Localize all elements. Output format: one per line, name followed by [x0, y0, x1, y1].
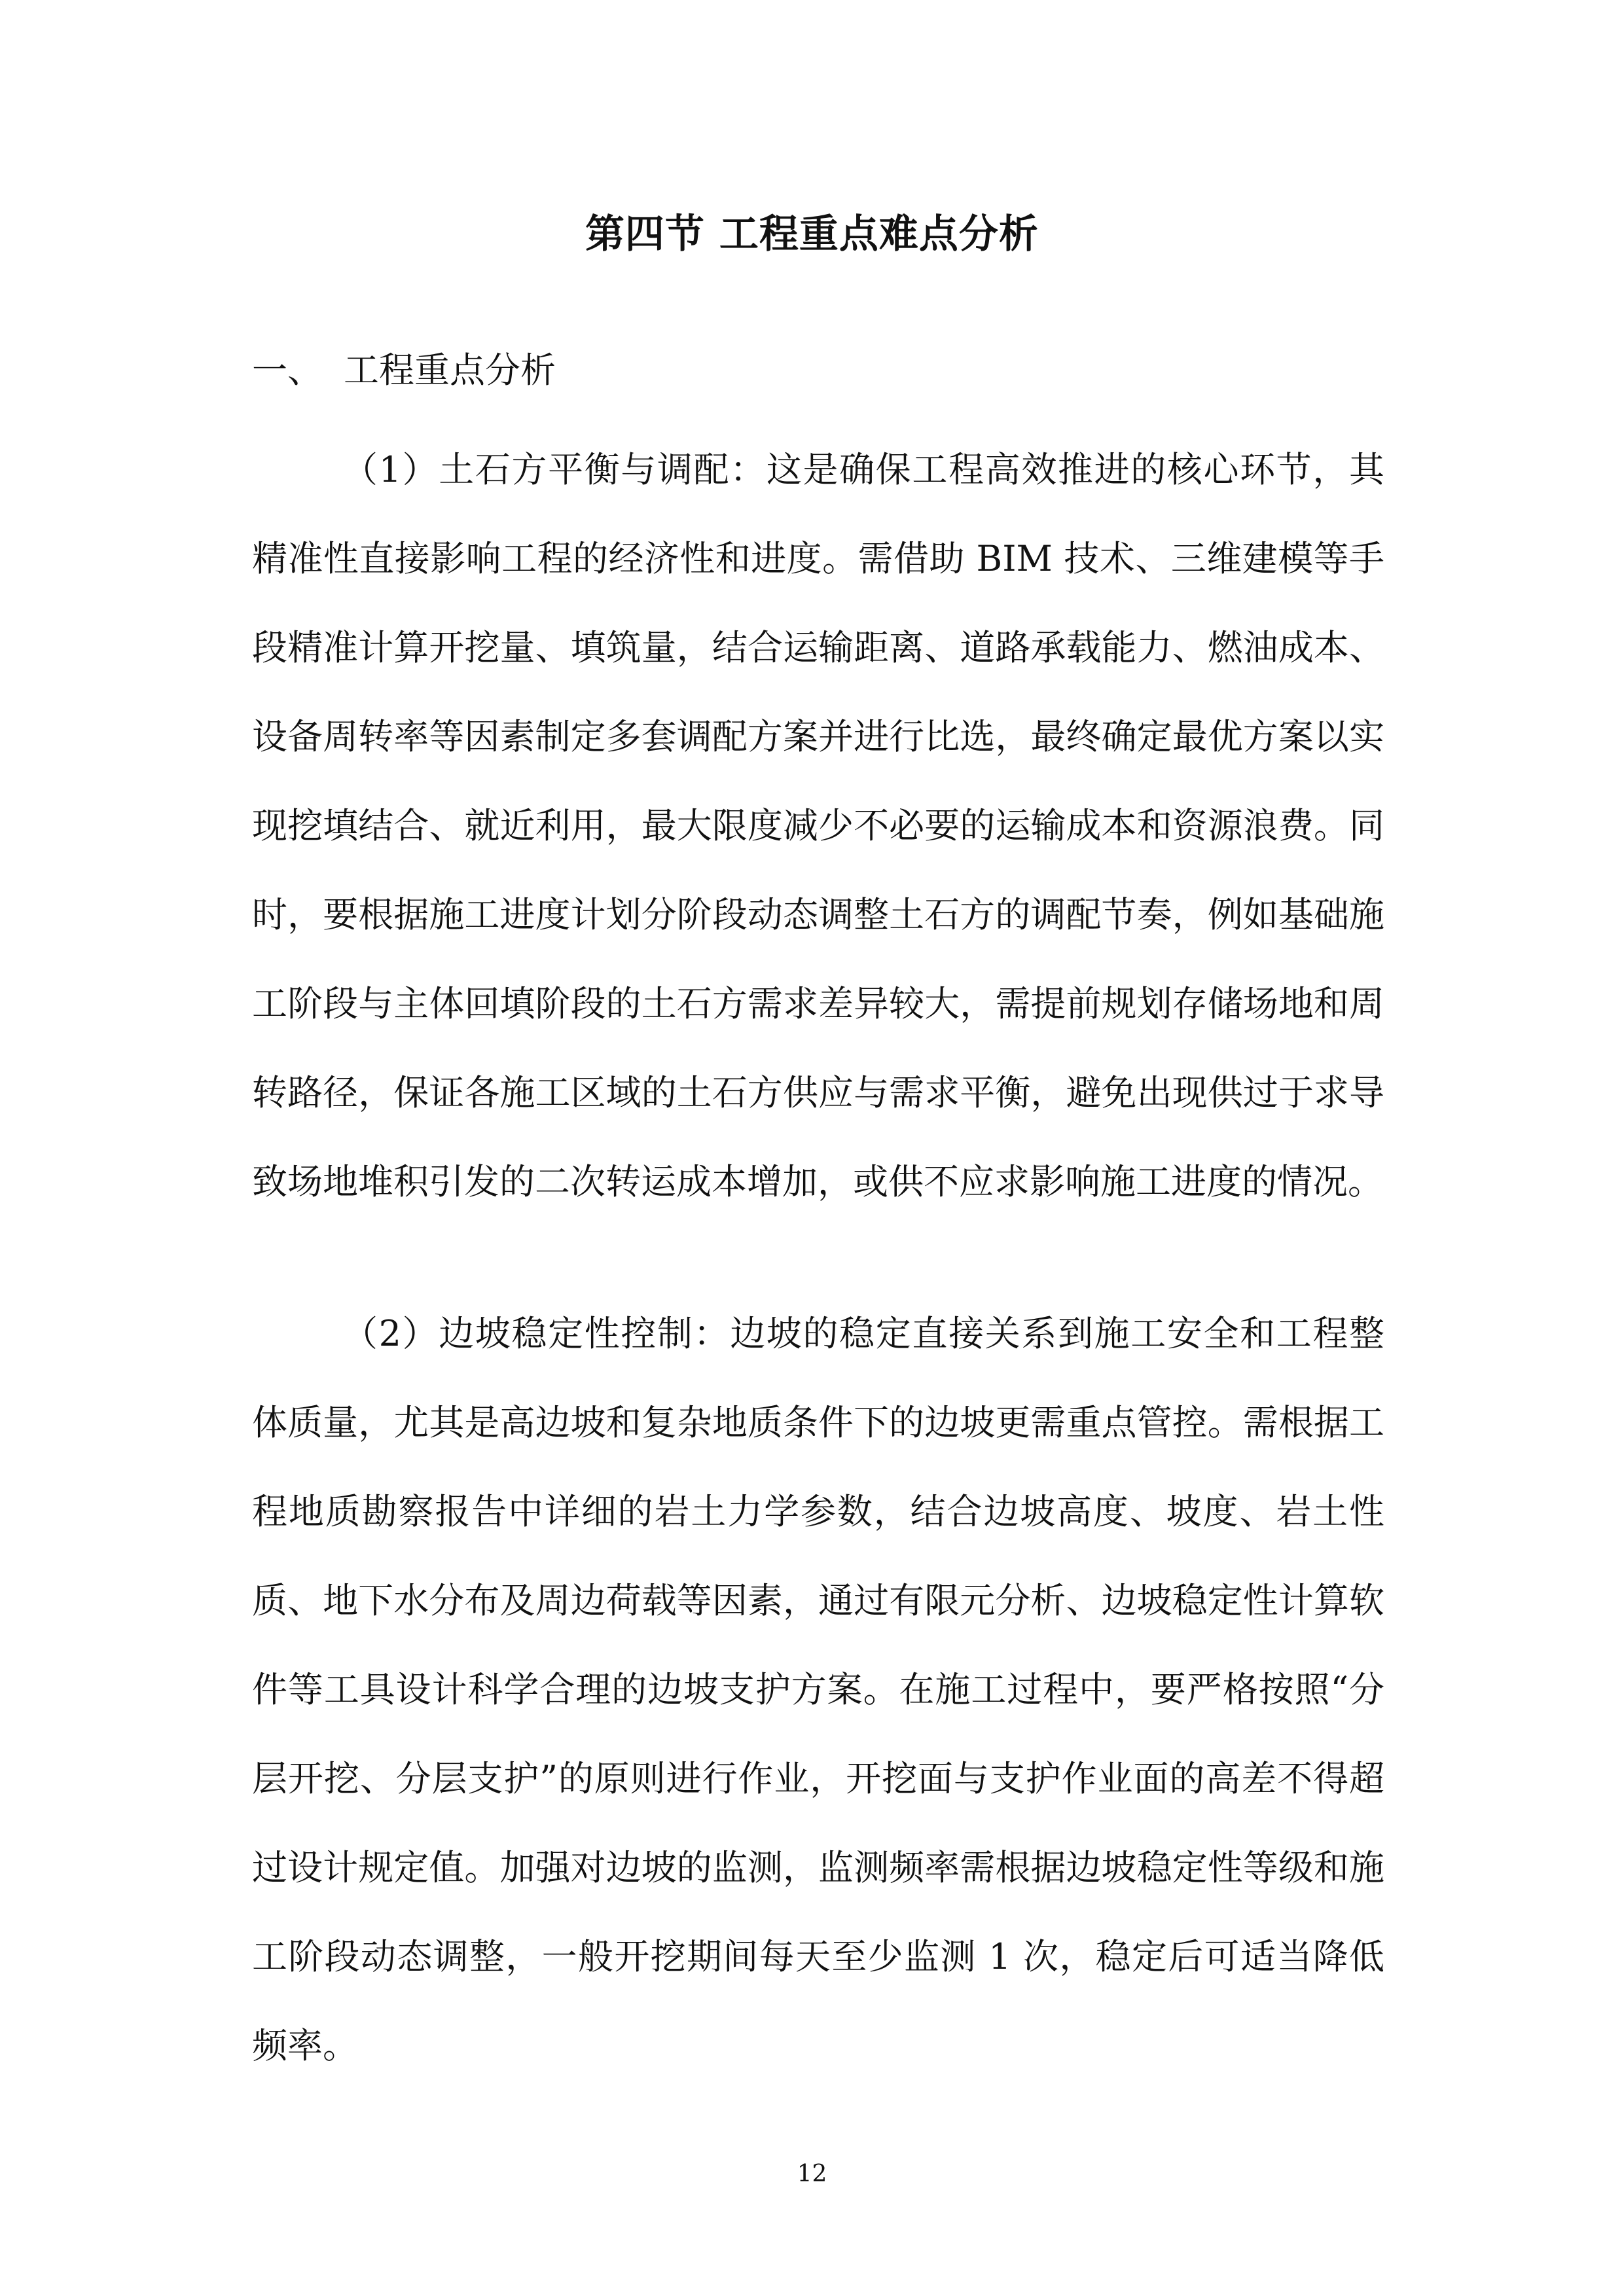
section-number: 一、 — [252, 350, 323, 391]
page-title: 第四节 工程重点难点分析 — [585, 211, 1039, 257]
section-heading — [252, 347, 556, 394]
paragraph-earthwork-balance: （1）土石方平衡与调配：这是确保工程高效推进的核心环节，其精准性直接影响工程的经济性和进度。需借助 BIM 技术、三维建模等手段精准计算开挖量、填筑量，结合运输距离、道路承载能力、燃油成本、设备周转率等因素制定多套调配方案并进行比选，最终确定最优方案以实现挖填结合、就近利用，最大限度减少不必要的运输成本和资源浪费。同时，要根据施工进度计划分阶段动态调整土石方的调配节奏，例如基础施工阶段与主体回填阶段的土石方需求差异较大，需提前规划存储场地和周转路径，保证各施工区域的土石方供应与需求平衡，避免出现供过于求导致场地堆积引发的二次转运成本增加，或供不应求影响施工进度的情况。 — [252, 449, 1384, 1202]
page-number: 12 — [797, 2161, 827, 2187]
paragraph-slope-stability: （2）边坡稳定性控制：边坡的稳定直接关系到施工安全和工程整体质量，尤其是高边坡和复杂地质条件下的边坡更需重点管控。需根据工程地质勘察报告中详细的岩土力学参数，结合边坡高度、坡度、岩土性质、地下水分布及周边荷载等因素，通过有限元分析、边坡稳定性计算软件等工具设计科学合理的边坡支护方案。在施工过程中，要严格按照“分层开挖、分层支护”的原则进行作业，开挖面与支护作业面的高差不得超过设计规定值。加强对边坡的监测，监测频率需根据边坡稳定性等级和施工阶段动态调整，一般开挖期间每天至少监测 1 次，稳定后可适当降低频率。 — [252, 1313, 1384, 2066]
section-heading-text: 工程重点分析 — [344, 350, 556, 391]
